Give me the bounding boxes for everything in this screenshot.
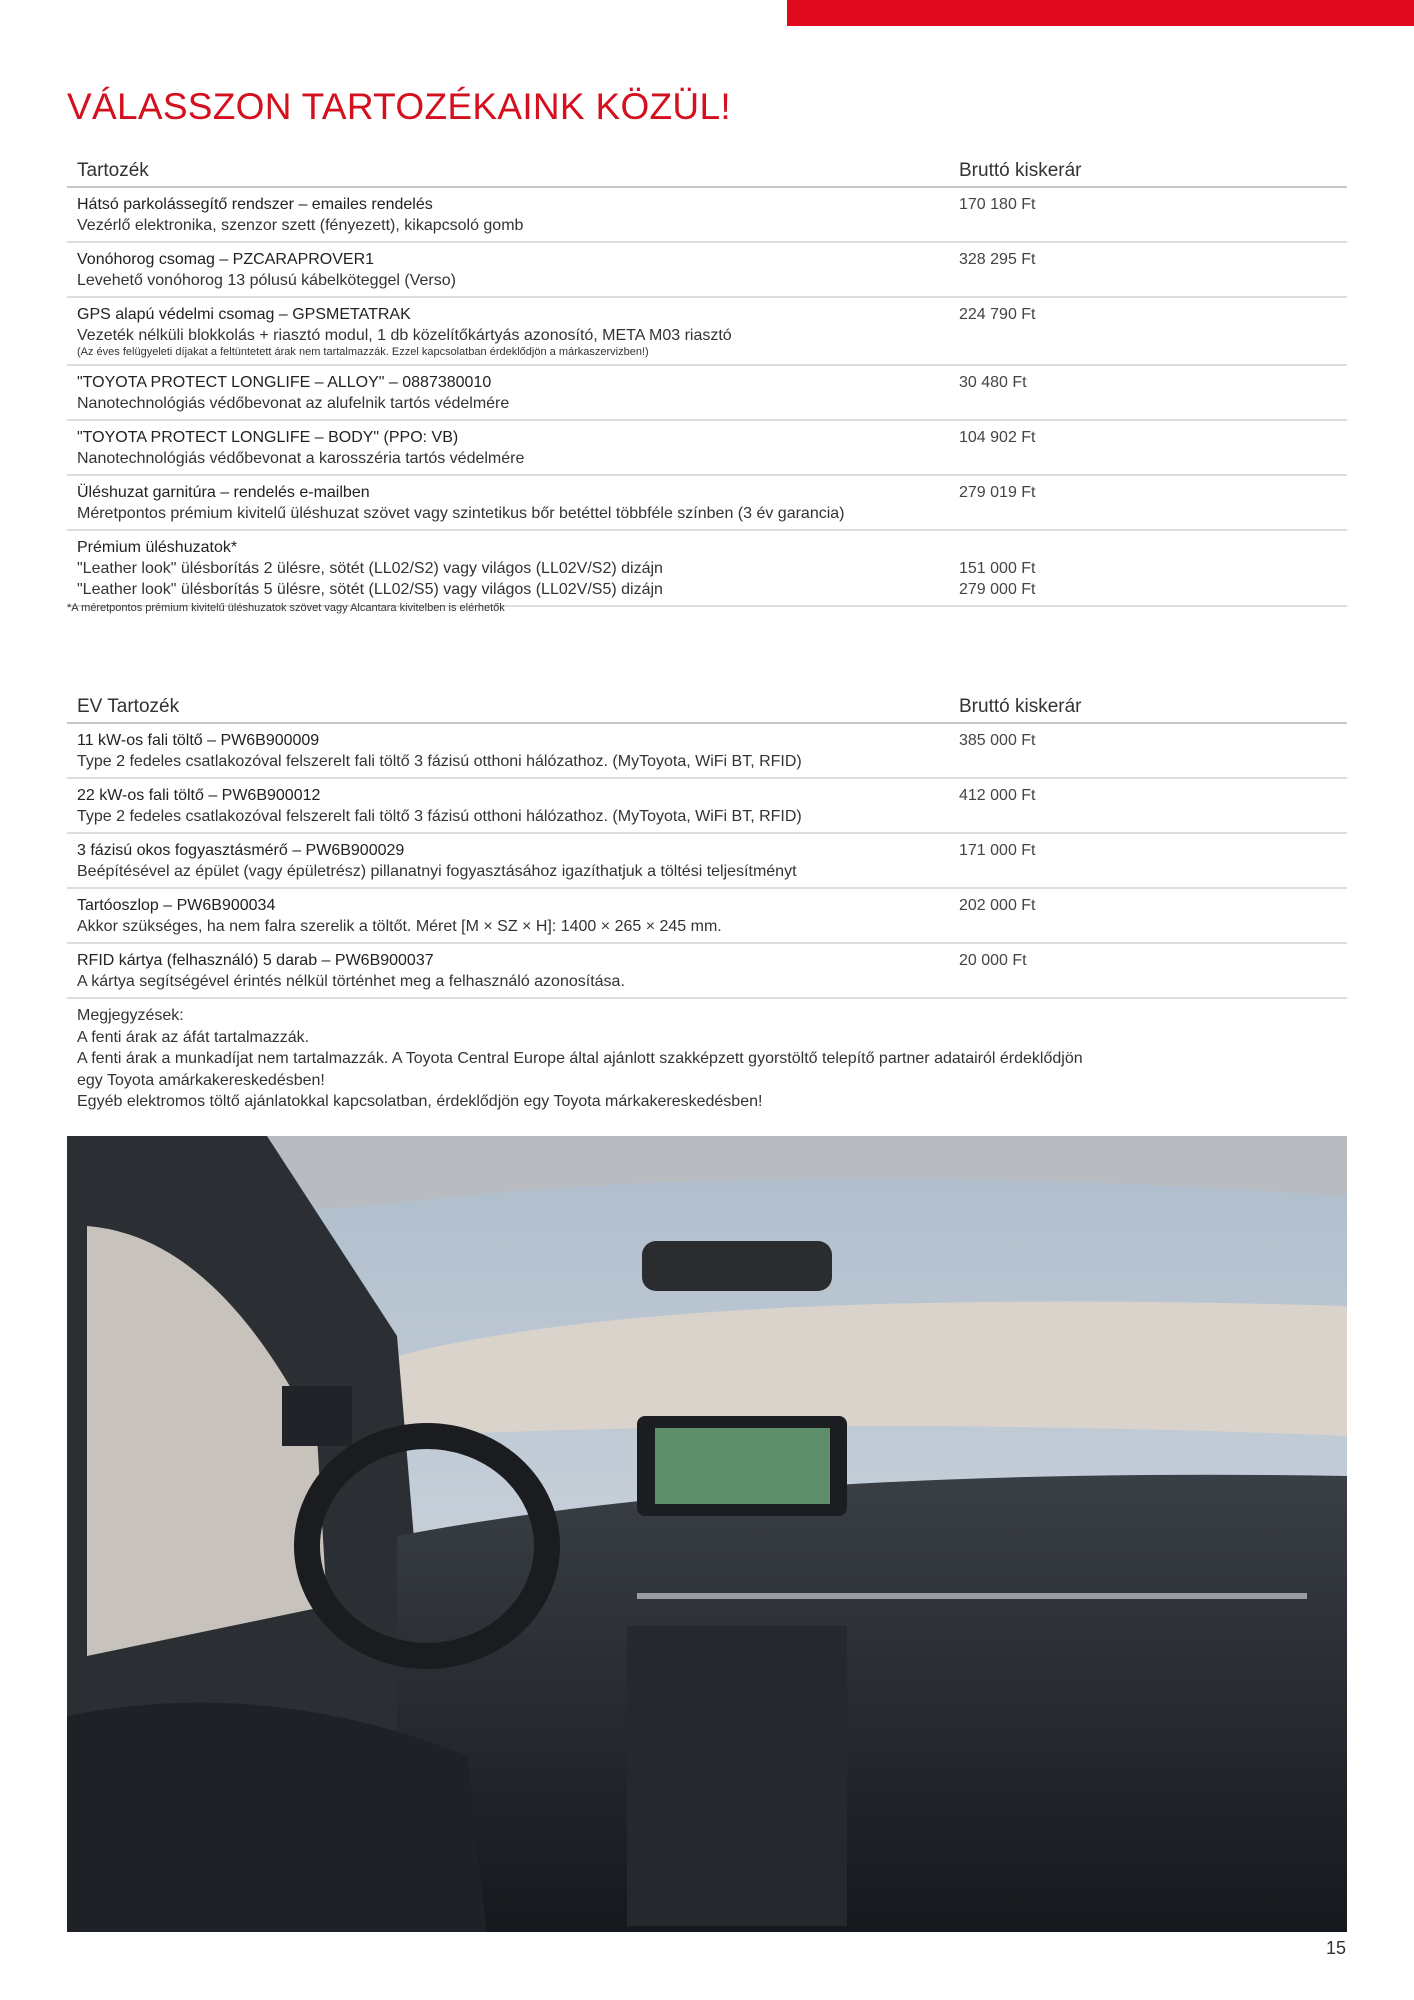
item-desc: Beépítésével az épület (vagy épületrész) pillanatnyi fogyasztásához igazíthatjuk a töltési teljesítményt (77, 863, 797, 880)
page-number: 15 (1326, 1938, 1347, 1958)
column-header-price: Bruttó kiskerár (959, 160, 1082, 181)
red-accent-bar (787, 0, 1414, 26)
footnote: *A méretpontos prémium kivitelű üléshuzatok szövet vagy Alcantara kivitelben is elérhetők (67, 602, 505, 614)
table-row (67, 421, 1347, 476)
item-price: 30 480 Ft (959, 374, 1027, 391)
item-desc: Levehető vonóhorog 13 pólusú kábelköteggel (Verso) (77, 272, 456, 289)
table-row (67, 779, 1347, 834)
column-header-item: EV Tartozék (77, 696, 180, 717)
item-desc: Vezeték nélküli blokkolás + riasztó modul, 1 db közelítőkártyás azonosító, META M03 riasztó (77, 327, 732, 344)
item-desc: Type 2 fedeles csatlakozóval felszerelt fali töltő 3 fázisú otthoni hálózathoz. (MyToyota, WiFi BT, RFID) (77, 753, 802, 770)
item-desc: "Leather look" ülésborítás 5 ülésre, sötét (LL02/S5) vagy világos (LL02V/S5) dizájn (77, 581, 663, 598)
notes-heading: Megjegyzések: (77, 1007, 184, 1024)
note-line: egy Toyota amárkakereskedésben! (77, 1071, 325, 1089)
table-row (67, 243, 1347, 298)
item-price: 202 000 Ft (959, 897, 1036, 914)
item-name: RFID kártya (felhasználó) 5 darab – PW6B900037 (77, 952, 434, 969)
item-price: 20 000 Ft (959, 952, 1027, 969)
table-row (67, 724, 1347, 779)
table-row (67, 944, 1347, 999)
item-desc: Akkor szükséges, ha nem falra szerelik a töltőt. Méret [M × SZ × H]: 1400 × 265 × 245 mm. (77, 918, 722, 935)
item-price: 412 000 Ft (959, 787, 1036, 804)
table-row (67, 476, 1347, 531)
table-header (67, 696, 1347, 724)
table-row (67, 188, 1347, 243)
item-name: "TOYOTA PROTECT LONGLIFE – ALLOY" – 0887380010 (77, 374, 492, 391)
table-row (67, 531, 1347, 607)
item-price: 385 000 Ft (959, 732, 1036, 749)
item-name: Üléshuzat garnitúra – rendelés e-mailben (77, 484, 370, 501)
item-price: 224 790 Ft (959, 306, 1036, 323)
item-name: Hátsó parkolássegítő rendszer – emailes rendelés (77, 196, 433, 213)
item-desc: Méretpontos prémium kivitelű üléshuzat szövet vagy szintetikus bőr betéttel többféle színben (3 év garancia) (77, 505, 845, 522)
item-name: 11 kW-os fali töltő – PW6B900009 (77, 732, 320, 749)
item-desc: Vezérlő elektronika, szenzor szett (fényezett), kikapcsoló gomb (77, 217, 524, 234)
item-desc: Nanotechnológiás védőbevonat a karosszéria tartós védelmére (77, 450, 525, 467)
page-title: VÁLASSZON TARTOZÉKAINK KÖZÜL! (67, 86, 731, 127)
item-name: 22 kW-os fali töltő – PW6B900012 (77, 787, 321, 804)
note-line: A fenti árak a munkadíjat nem tartalmazzák. A Toyota Central Europe által ajánlott szakképzett gyorstöltő telepítő partner adatairól érdeklődjön (77, 1050, 1083, 1067)
item-price: 279 019 Ft (959, 484, 1036, 501)
note-line: Egyéb elektromos töltő ajánlatokkal kapcsolatban, érdeklődjön egy Toyota márkakereskedésben! (77, 1093, 763, 1110)
item-desc: "Leather look" ülésborítás 2 ülésre, sötét (LL02/S2) vagy világos (LL02V/S2) dizájn (77, 560, 663, 577)
table-row (67, 889, 1347, 944)
column-header-item: Tartozék (77, 160, 149, 181)
item-name: Prémium üléshuzatok* (77, 539, 238, 556)
item-desc: Type 2 fedeles csatlakozóval felszerelt fali töltő 3 fázisú otthoni hálózathoz. (MyToyota, WiFi BT, RFID) (77, 808, 802, 825)
item-name: Vonóhorog csomag – PZCARAPROVER1 (77, 251, 375, 268)
notes (67, 999, 1347, 1113)
ev-accessories-table (67, 696, 1347, 1113)
table-row (67, 834, 1347, 889)
item-price: 104 902 Ft (959, 429, 1036, 446)
item-price: 328 295 Ft (959, 251, 1036, 268)
table-header (67, 160, 1347, 188)
item-price: 170 180 Ft (959, 196, 1036, 213)
item-name: GPS alapú védelmi csomag – GPSMETATRAK (77, 306, 411, 323)
item-name: 3 fázisú okos fogyasztásmérő – PW6B900029 (77, 842, 405, 859)
item-note: (Az éves felügyeleti díjakat a feltüntetett árak nem tartalmazzák. Ezzel kapcsolatban érdeklődjön a márkaszervizben!) (77, 346, 649, 358)
car-interior-photo (67, 1136, 1347, 1932)
item-price: 279 000 Ft (959, 581, 1036, 598)
table-row (67, 298, 1347, 366)
item-name: Tartóoszlop – PW6B900034 (77, 897, 276, 914)
accessories-table (67, 160, 1347, 607)
item-price: 151 000 Ft (959, 560, 1036, 577)
item-desc: Nanotechnológiás védőbevonat az alufelnik tartós védelmére (77, 395, 510, 412)
item-price: 171 000 Ft (959, 842, 1036, 859)
column-header-price: Bruttó kiskerár (959, 696, 1082, 717)
note-line: A fenti árak az áfát tartalmazzák. (77, 1028, 310, 1046)
item-name: "TOYOTA PROTECT LONGLIFE – BODY" (PPO: VB) (77, 429, 459, 446)
item-desc: A kártya segítségével érintés nélkül történhet meg a felhasználó azonosítása. (77, 973, 625, 990)
table-row (67, 366, 1347, 421)
